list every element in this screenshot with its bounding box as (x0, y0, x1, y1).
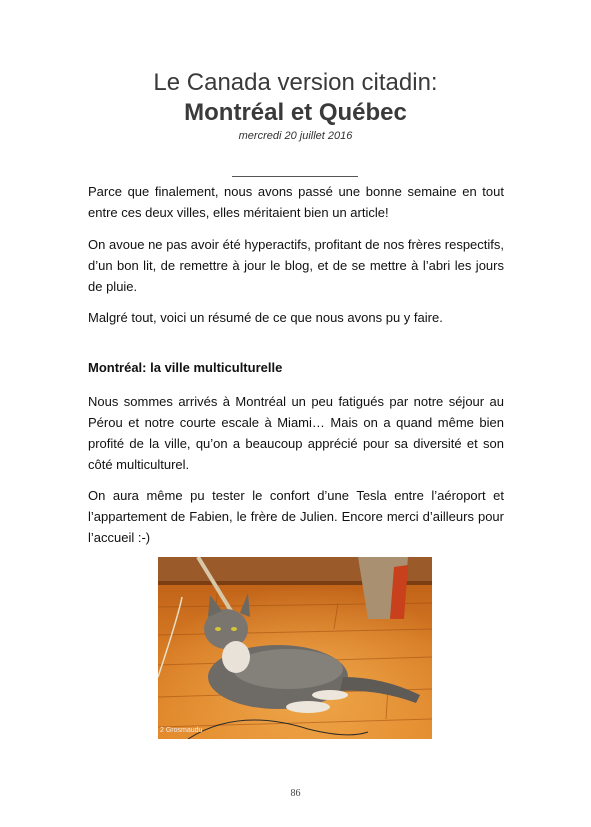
section-paragraph-2: On aura même pu tester le confort d’une Tesla entre l’aéroport et l’appartement de Fabien, le frère de Julien. Encore merci d’ailleurs pour l’accueil :-) (88, 488, 504, 545)
article-title (0, 68, 591, 128)
intro-paragraph-3: Malgré tout, voici un résumé de ce que nous avons pu y faire. (88, 310, 443, 325)
photo-watermark: 2 Grosmaudu (160, 727, 203, 734)
intro-paragraph-1: Parce que finalement, nous avons passé une bonne semaine en tout entre ces deux villes, elles méritaient bien un article! (88, 184, 504, 220)
section-paragraph-1: Nous sommes arrivés à Montréal un peu fatigués par notre séjour au Pérou et notre courte escale à Miami… Mais on a quand même bien profité de la ville, qu’on a beaucoup apprécié pour sa diversité et son côté multiculturel. (88, 394, 504, 472)
post-date: mercredi 20 juillet 2016 (238, 130, 353, 142)
title-line-2: Montréal et Québec (184, 99, 407, 126)
cat-photo (158, 557, 432, 739)
page-number: 86 (290, 788, 301, 799)
title-line-1: Le Canada version citadin: (153, 69, 438, 96)
separator-rule (232, 176, 358, 177)
intro-paragraph-2: On avoue ne pas avoir été hyperactifs, profitant de nos frères respectifs, d’un bon lit, de remettre à jour le blog, et de se mettre à l’abri les jours de pluie. (88, 237, 504, 294)
section-heading: Montréal: la ville multiculturelle (88, 360, 283, 375)
